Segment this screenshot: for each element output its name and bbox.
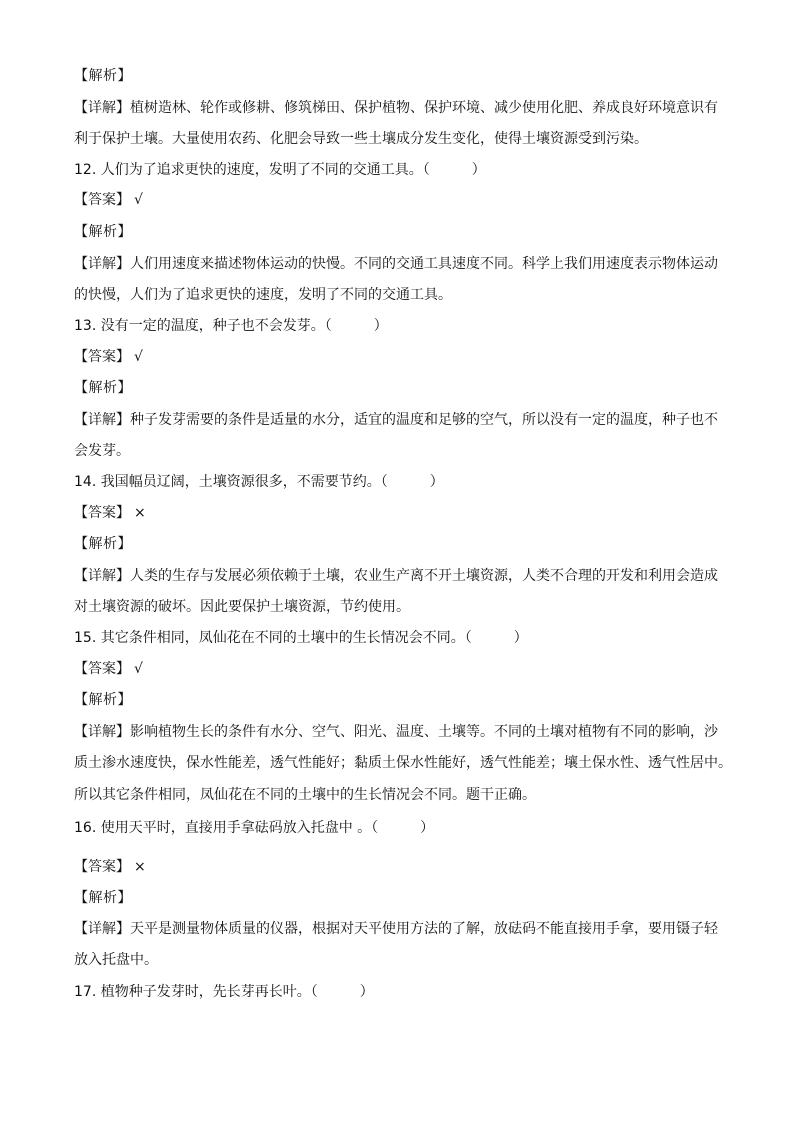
question-15: 15. 其它条件相同，凤仙花在不同的土壤中的生长情况会不同。（ ） xyxy=(74,630,528,646)
detail-line xyxy=(74,254,724,274)
detail-line xyxy=(74,566,724,586)
detail-label: 【详解】 xyxy=(74,921,130,937)
detail-line: 利于保护土壤。大量使用农药、化肥会导致一些土壤成分发生变化，使得土壤资源受到污染。 xyxy=(74,131,648,147)
detail-text: 种子发芽需要的条件是适量的水分，适宜的温度和足够的空气，所以没有一定的温度，种子也不 xyxy=(130,412,718,428)
question-12: 12. 人们为了追求更快的速度，发明了不同的交通工具。（ ） xyxy=(74,162,486,178)
analysis-label: 【解析】 xyxy=(74,692,132,708)
analysis-label: 【解析】 xyxy=(74,68,132,84)
detail-line: 会发芽。 xyxy=(74,443,130,459)
answer-line xyxy=(74,347,724,367)
answer-label: 【答案】 xyxy=(74,192,130,208)
analysis-label: 【解析】 xyxy=(74,890,132,906)
answer-label: 【答案】 xyxy=(74,661,130,677)
answer-mark: × xyxy=(134,505,146,521)
detail-line xyxy=(74,919,724,939)
analysis-label: 【解析】 xyxy=(74,380,132,396)
analysis-label: 【解析】 xyxy=(74,224,132,240)
answer-line xyxy=(74,659,724,679)
question-14: 14. 我国幅员辽阔，土壤资源很多，不需要节约。（ ） xyxy=(74,474,444,490)
answer-label: 【答案】 xyxy=(74,859,130,875)
detail-text: 人们用速度来描述物体运动的快慢。不同的交通工具速度不同。科学上我们用速度表示物体运动 xyxy=(130,256,718,272)
detail-text: 人类的生存与发展必须依赖于土壤，农业生产离不开土壤资源，人类不合理的开发和利用会造成 xyxy=(130,568,718,584)
question-17: 17. 植物种子发芽时，先长芽再长叶。（ ） xyxy=(74,984,374,1000)
answer-line xyxy=(74,857,724,877)
detail-label: 【详解】 xyxy=(74,568,130,584)
answer-label: 【答案】 xyxy=(74,349,130,365)
detail-label: 【详解】 xyxy=(74,412,130,428)
answer-mark: √ xyxy=(134,192,143,208)
answer-mark: × xyxy=(134,859,146,875)
detail-label: 【详解】 xyxy=(74,100,130,116)
detail-text: 植树造林、轮作或修耕、修筑梯田、保护植物、保护环境、减少使用化肥、养成良好环境意识有 xyxy=(130,100,718,116)
answer-mark: √ xyxy=(134,349,143,365)
question-16: 16. 使用天平时，直接用手拿砝码放入托盘中 。（ ） xyxy=(74,820,435,836)
detail-line xyxy=(74,410,724,430)
detail-line: 质土渗水速度快，保水性能差，透气性能好；黏质土保水性能好，透气性能差；壤土保水性、透气性居中。 xyxy=(74,755,732,771)
answer-line xyxy=(74,190,724,210)
detail-text: 天平是测量物体质量的仪器，根据对天平使用方法的了解，放砝码不能直接用手拿，要用镊子轻 xyxy=(130,921,718,937)
analysis-label: 【解析】 xyxy=(74,536,132,552)
detail-line xyxy=(74,722,724,742)
detail-label: 【详解】 xyxy=(74,724,130,740)
detail-line: 放入托盘中。 xyxy=(74,952,158,968)
answer-label: 【答案】 xyxy=(74,505,130,521)
question-13: 13. 没有一定的温度，种子也不会发芽。（ ） xyxy=(74,318,388,334)
answer-line xyxy=(74,503,724,523)
detail-line: 的快慢，人们为了追求更快的速度，发明了不同的交通工具。 xyxy=(74,287,452,303)
detail-label: 【详解】 xyxy=(74,256,130,272)
detail-line: 所以其它条件相同，凤仙花在不同的土壤中的生长情况会不同。题干正确。 xyxy=(74,787,536,803)
detail-line: 对土壤资源的破坏。因此要保护土壤资源，节约使用。 xyxy=(74,599,410,615)
detail-text: 影响植物生长的条件有水分、空气、阳光、温度、土壤等。不同的土壤对植物有不同的影响，沙 xyxy=(130,724,718,740)
detail-line xyxy=(74,98,724,118)
answer-mark: √ xyxy=(134,661,143,677)
